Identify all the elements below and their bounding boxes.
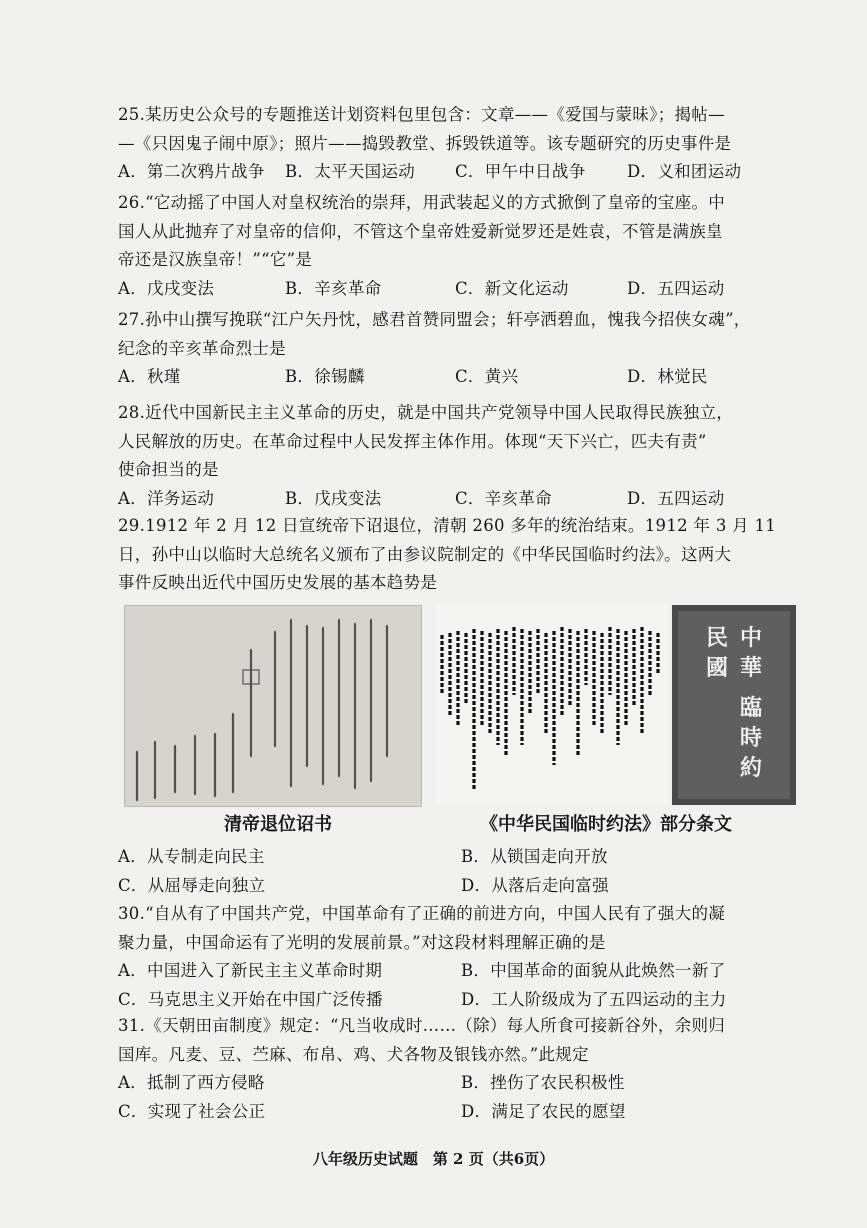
handwritten-document-icon <box>125 606 421 806</box>
options-row <box>118 275 758 304</box>
question-stem: 26.“它动摇了中国人对皇权统治的崇拜，用武装起义的方式掀倒了皇帝的宝座。中 <box>118 193 726 212</box>
svg-text:民: 民 <box>706 625 729 651</box>
question-stem: 事件反映出近代中国历史发展的基本趋势是 <box>118 573 438 592</box>
options-row <box>118 986 758 1015</box>
question-30 <box>118 900 758 1014</box>
question-stem: 31.《天朝田亩制度》规定：“凡当收成时……（除）每人所食可接新谷外，余则归 <box>118 1016 726 1035</box>
option-b: B．中国革命的面貌从此焕然一新了 <box>461 961 726 980</box>
question-stem: 帝还是汉族皇帝！”“它”是 <box>118 250 313 269</box>
svg-text:約: 約 <box>740 755 763 781</box>
question-stem: 28.近代中国新民主主义革命的历史，就是中国共产党领导中国人民取得民族独立， <box>118 403 734 422</box>
option-c: C．马克思主义开始在中国广泛传播 <box>118 989 383 1009</box>
option-d: D．工人阶级成为了五四运动的主力 <box>461 989 727 1009</box>
page-footer: 八年级历史试题 第 2 页（共6页） <box>312 1150 555 1168</box>
svg-text:時: 時 <box>740 725 763 751</box>
option-d: D．义和团运动 <box>627 162 742 181</box>
option-b: B．从锁国走向开放 <box>461 847 608 866</box>
option-b: B．戊戌变法 <box>285 488 382 508</box>
q29-figure <box>120 605 800 840</box>
options-row <box>118 872 758 901</box>
printed-text-columns-icon <box>436 605 668 805</box>
options-row <box>118 158 758 187</box>
question-28 <box>118 399 758 513</box>
question-29 <box>118 512 777 598</box>
abdication-edict-image <box>124 605 422 807</box>
option-b: B．徐锡麟 <box>285 367 365 386</box>
question-31 <box>118 1012 758 1126</box>
option-a: A．中国进入了新民主主义革命时期 <box>118 961 383 980</box>
question-stem: 日，孙中山以临时大总统名义颁布了由参议院制定的《中华民国临时约法》。这两大 <box>118 544 732 564</box>
option-d: D．五四运动 <box>627 278 725 298</box>
svg-text:華: 華 <box>740 655 763 681</box>
options-row <box>118 485 758 514</box>
option-c: C．辛亥革命 <box>455 488 552 508</box>
option-b: B．挫伤了农民积极性 <box>461 1073 625 1092</box>
caption-abdication-edict: 清帝退位诏书 <box>224 814 332 835</box>
option-d: D．林觉民 <box>627 367 708 386</box>
question-stem: 纪念的辛亥革命烈士是 <box>118 338 286 358</box>
option-a: A．从专制走向民主 <box>118 847 265 866</box>
constitution-cover-image <box>672 605 796 805</box>
question-stem: 27.孙中山撰写挽联“江户矢丹忱，感君首赞同盟会；轩亭洒碧血，愧我今招侠女魂”， <box>118 310 751 329</box>
question-stem: 30.“自从有了中国共产党，中国革命有了正确的前进方向，中国人民有了强大的凝 <box>118 904 726 923</box>
options-row <box>118 957 758 986</box>
option-c: C．实现了社会公正 <box>118 1101 266 1121</box>
question-stem: 人民解放的历史。在革命过程中人民发挥主体作用。体现“天下兴亡，匹夫有责” <box>118 431 707 451</box>
question-stem: 聚力量，中国命运有了光明的发展前景。”对这段材料理解正确的是 <box>118 932 606 952</box>
question-stem: 29.1912 年 2 月 12 日宣统帝下诏退位，清朝 260 多年的统治结束。1912 年 3 月 11 <box>118 516 777 535</box>
question-25 <box>118 101 758 187</box>
question-stem: —《只因鬼子闹中原》；照片——捣毁教堂、拆毁铁道等。该专题研究的历史事件是 <box>118 133 732 153</box>
option-a: A．洋务运动 <box>118 488 215 508</box>
provisional-constitution-image <box>436 605 668 805</box>
question-29-options <box>118 843 758 900</box>
book-cover-icon <box>672 605 796 805</box>
question-27 <box>118 306 758 392</box>
option-a: A．抵制了西方侵略 <box>118 1073 265 1092</box>
option-b: B．太平天国运动 <box>285 162 416 181</box>
option-d: D．满足了农民的愿望 <box>461 1101 626 1121</box>
question-stem: 国库。凡麦、豆、苎麻、布帛、鸡、犬各物及银钱亦然。”此规定 <box>118 1044 589 1064</box>
svg-text:中: 中 <box>740 625 763 651</box>
option-c: C．从屈辱走向独立 <box>118 875 266 895</box>
option-a: A．第二次鸦片战争 <box>118 162 265 181</box>
caption-provisional-constitution: 《中华民国临时约法》部分条文 <box>480 814 732 835</box>
option-c: C．黄兴 <box>455 367 519 386</box>
svg-text:國: 國 <box>706 655 729 681</box>
question-26 <box>118 189 758 303</box>
options-row <box>118 843 758 872</box>
question-stem: 25.某历史公众号的专题推送计划资料包里包含：文章——《爱国与蒙昧》；揭帖— <box>118 105 725 124</box>
option-c: C．甲午中日战争 <box>455 162 586 181</box>
option-a: A．戊戌变法 <box>118 278 215 298</box>
option-d: D．从落后走向富强 <box>461 875 609 895</box>
svg-text:臨: 臨 <box>740 695 763 721</box>
options-row <box>118 363 758 392</box>
options-row <box>118 1098 758 1127</box>
options-row <box>118 1069 758 1098</box>
question-stem: 使命担当的是 <box>118 460 219 479</box>
option-c: C．新文化运动 <box>455 278 569 298</box>
question-stem: 国人从此抛弃了对皇帝的信仰，不管这个皇帝姓爱新觉罗还是姓袁，不管是满族皇 <box>118 221 723 241</box>
option-b: B．辛亥革命 <box>285 278 382 298</box>
option-d: D．五四运动 <box>627 488 725 508</box>
option-a: A．秋瑾 <box>118 367 181 386</box>
